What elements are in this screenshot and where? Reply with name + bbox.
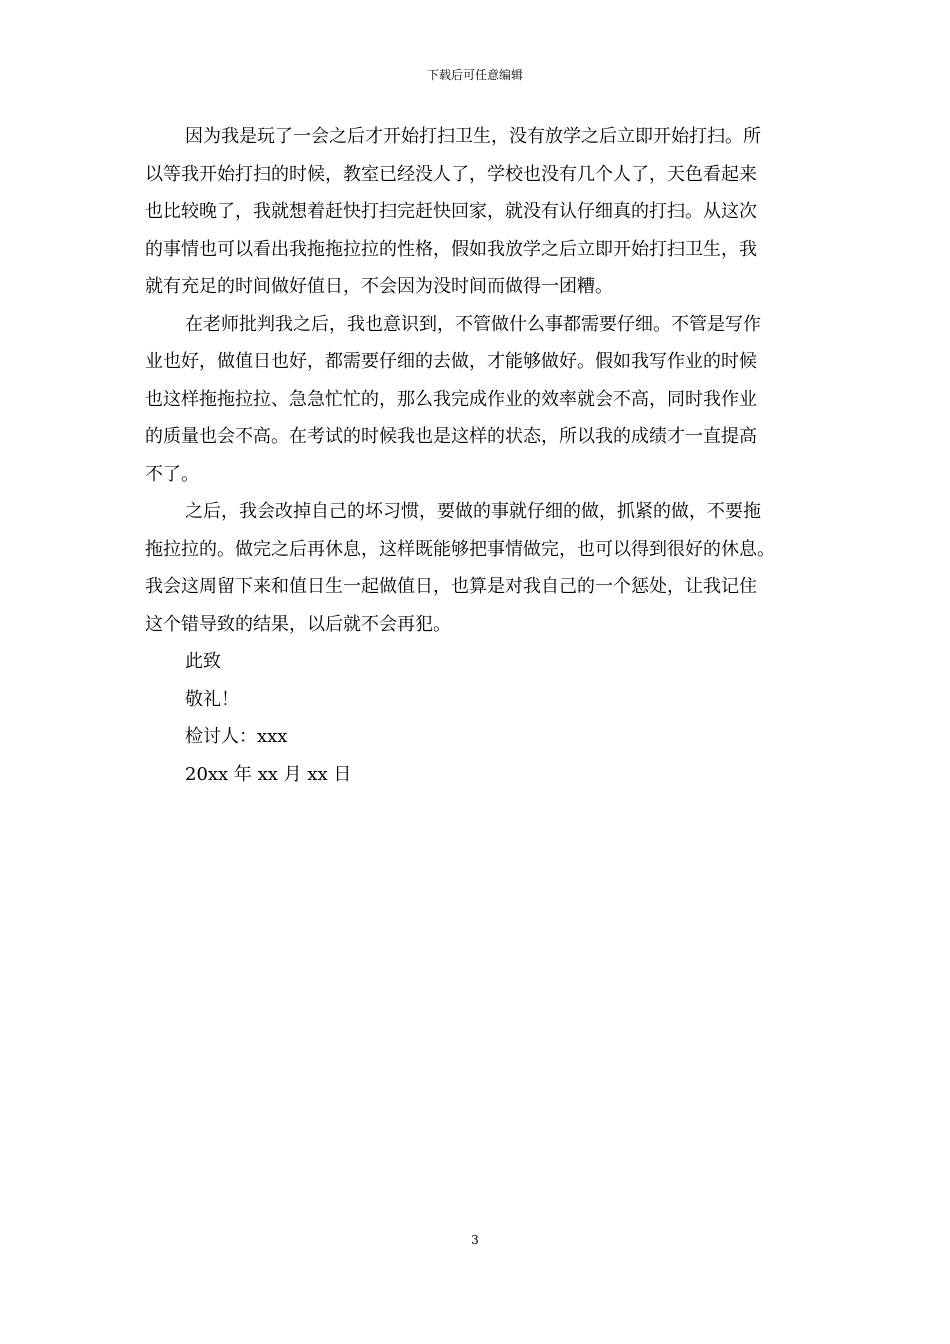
text-line: 拖拉拉的。做完之后再休息，这样既能够把事情做完，也可以得到很好的休息。 <box>145 538 775 560</box>
closing-block <box>145 643 810 793</box>
paragraph <box>145 493 810 643</box>
text-line: 在老师批判我之后，我也意识到，不管做什么事都需要仔细。不管是写作 <box>185 313 761 335</box>
page-header: 下载后可任意编辑 <box>426 68 523 82</box>
text-line: 也比较晚了，我就想着赶快打扫完赶快回家，就没有认仔细真的打扫。从这次 <box>145 201 757 222</box>
text-line: 因为我是玩了一会之后才开始打扫卫生，没有放学之后立即开始打扫。所 <box>185 126 761 147</box>
signer: 检讨人：xxx <box>185 726 288 747</box>
text-line: 不了。 <box>145 463 199 485</box>
text-line: 就有充足的时间做好值日，不会因为没时间而做得一团糟。 <box>145 276 613 297</box>
text-line: 业也好，做值日也好，都需要仔细的去做，才能够做好。假如我写作业的时候 <box>145 351 757 372</box>
text-line: 的质量也会不高。在考试的时候我也是这样的状态，所以我的成绩才一直提高 <box>145 426 757 447</box>
text-line: 之后，我会改掉自己的坏习惯，要做的事就仔细的做，抓紧的做，不要拖 <box>185 501 761 522</box>
salutation: 此致 <box>185 651 221 672</box>
text-line: 的事情也可以看出我拖拖拉拉的性格，假如我放学之后立即开始打扫卫生，我 <box>145 238 757 260</box>
text-line: 以等我开始打扫的时候，教室已经没人了，学校也没有几个人了，天色看起来 <box>145 163 757 185</box>
text-line: 我会这周留下来和值日生一起做值日，也算是对我自己的一个惩处，让我记住 <box>145 576 757 597</box>
letter-body <box>145 118 810 793</box>
page-number: 3 <box>471 1233 479 1247</box>
text-line: 这个错导致的结果，以后就不会再犯。 <box>145 613 451 635</box>
regards: 敬礼！ <box>185 688 239 710</box>
text-line: 也这样拖拖拉拉、急急忙忙的，那么我完成作业的效率就会不高，同时我作业 <box>145 388 757 410</box>
paragraph <box>145 118 810 306</box>
paragraph <box>145 306 810 494</box>
date: 20xx 年 xx 月 xx 日 <box>185 763 352 785</box>
